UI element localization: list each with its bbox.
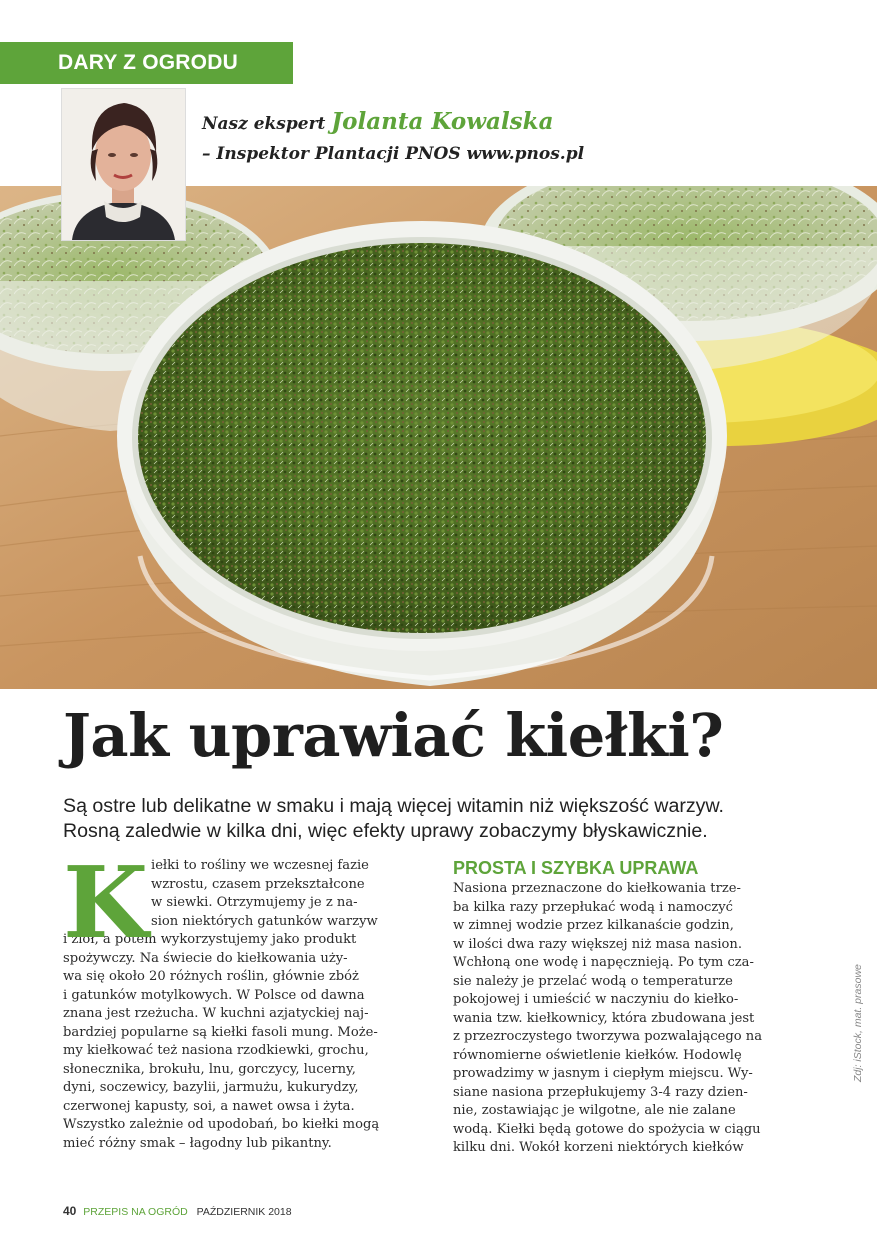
- right-column: [453, 856, 821, 1158]
- body-line: czerwonej kapusty, soi, a nawet owsa i żyta.: [63, 1098, 355, 1114]
- body-line: kilku dni. Wokół korzeni niektórych kiełków: [453, 1140, 744, 1155]
- expert-prefix: Nasz ekspert: [202, 114, 326, 134]
- body-line: i ziół, a potem wykorzystujemy jako produkt: [63, 932, 357, 947]
- lead-line: Rosną zaledwie w kilka dni, więc efekty uprawy zobaczymy błyskawicznie.: [63, 820, 708, 842]
- magazine-name: PRZEPIS NA OGRÓD: [83, 1206, 188, 1218]
- body-line: sion niektórych gatunków warzyw: [151, 913, 378, 929]
- issue-date: PAŹDZIERNIK 2018: [196, 1206, 292, 1218]
- expert-portrait: [62, 89, 185, 240]
- lead-line: Są ostre lub delikatne w smaku i mają więcej witamin niż większość warzyw.: [63, 795, 724, 817]
- body-line: w siewki. Otrzymujemy je z na-: [151, 895, 358, 910]
- body-line: słonecznika, brokułu, lnu, gorczycy, lucerny,: [63, 1061, 356, 1077]
- section-tag: DARY Z OGRODU: [0, 42, 293, 84]
- body-line: znana jest rzeżucha. W kuchni azjatyckiej naj-: [63, 1006, 369, 1021]
- left-column: [63, 846, 431, 1153]
- body-line: w zimnej wodzie przez kilkanaście godzin,: [453, 918, 734, 933]
- article-lead: [63, 794, 853, 844]
- body-line: Nasiona przeznaczone do kiełkowania trze-: [453, 881, 741, 896]
- body-line: my kiełkować też nasiona rzodkiewki, grochu,: [63, 1043, 369, 1058]
- body-line: wania tzw. kiełkownicy, która zbudowana jest: [453, 1010, 755, 1026]
- section-subhead: PROSTA I SZYBKA UPRAWA: [453, 858, 699, 878]
- body-line: Wchłoną one wodę i napęcznieją. Po tym cza-: [453, 955, 754, 970]
- body-line: Wszystko zależnie od upodobań, bo kiełki mogą: [63, 1117, 380, 1132]
- body-line: wzrostu, czasem przekształcone: [151, 876, 365, 892]
- drop-cap: K: [63, 846, 149, 961]
- photo-credit: Zdj: iStock, mat. prasowe: [852, 964, 864, 1082]
- body-line: wa się około 20 różnych roślin, głównie zbóż: [63, 969, 359, 984]
- body-line: w ilości dwa razy większej niż masa nasion.: [453, 936, 742, 952]
- body-line: wodą. Kiełki będą gotowe do spożycia w ciągu: [453, 1121, 761, 1137]
- page-number: 40: [63, 1204, 77, 1218]
- hero-photo: [0, 186, 877, 689]
- body-line: dyni, soczewicy, bazylii, jarmużu, kukurydzy,: [63, 1080, 359, 1095]
- body-line: mieć różny smak – łagodny lub pikantny.: [63, 1135, 332, 1151]
- body-line: pokojowej i umieścić w naczyniu do kiełko-: [453, 992, 739, 1007]
- page-footer: [63, 1204, 292, 1218]
- body-line: spożywczy. Na świecie do kiełkowania uży-: [63, 950, 348, 966]
- sprouts-illustration: [0, 186, 877, 689]
- expert-role: – Inspektor Plantacji PNOS www.pnos.pl: [202, 144, 585, 164]
- expert-name: Jolanta Kowalska: [331, 108, 554, 135]
- body-line: nie, zostawiając je wilgotne, ale nie zalane: [453, 1103, 736, 1118]
- body-line: sie należy je przelać wodą o temperaturze: [453, 973, 733, 989]
- body-line: bardziej popularne są kiełki fasoli mung. Może-: [63, 1024, 378, 1040]
- body-line: z przezroczystego tworzywa pozwalającego na: [453, 1029, 763, 1044]
- body-line: iełki to rośliny we wczesnej fazie: [151, 858, 369, 873]
- body-line: i gatunków motylkowych. W Polsce od dawna: [63, 987, 365, 1003]
- article-title: Jak uprawiać kiełki?: [63, 701, 724, 770]
- expert-photo: [61, 88, 186, 241]
- body-line: ba kilka razy przepłukać wodą i namoczyć: [453, 899, 733, 915]
- body-line: równomierne oświetlenie kiełków. Hodowlę: [453, 1047, 742, 1063]
- body-line: prowadzimy w jasnym i ciepłym miejscu. Wy-: [453, 1066, 753, 1081]
- expert-credit: [202, 108, 553, 135]
- body-line: siane nasiona przepłukujemy 3-4 razy dzien-: [453, 1084, 748, 1100]
